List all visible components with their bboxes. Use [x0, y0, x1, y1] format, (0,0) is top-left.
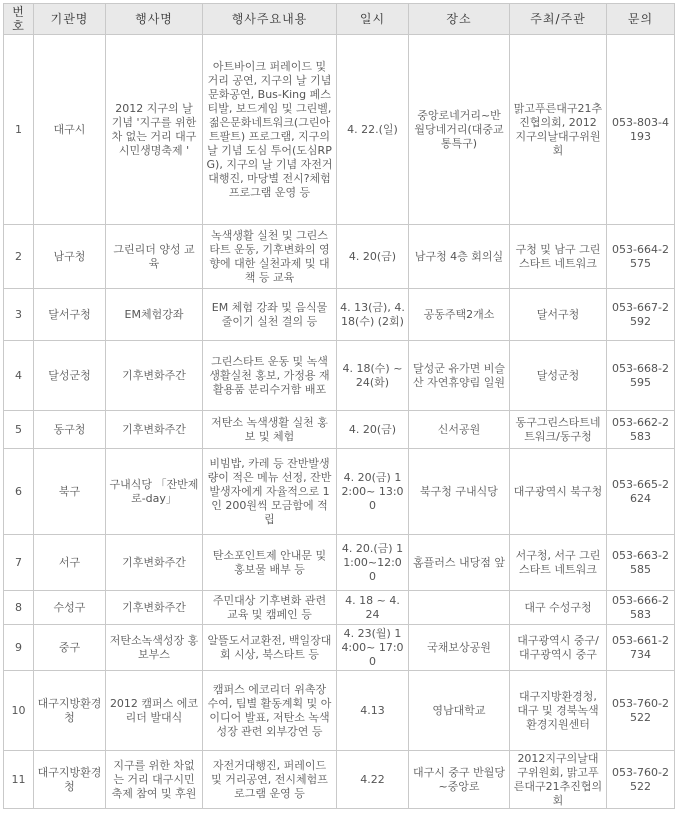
event-content-cell: 저탄소 녹색생활 실천 홍보 및 체험 — [203, 411, 337, 449]
header-contact: 문의 — [607, 4, 675, 35]
contact-cell: 053-760-2522 — [607, 751, 675, 809]
header-no: 번호 — [4, 4, 34, 35]
agency-cell: 동구청 — [34, 411, 106, 449]
agency-cell: 대구시 — [34, 35, 106, 225]
host-cell: 구청 및 남구 그린스타트 네트워크 — [510, 225, 607, 289]
host-cell: 대구광역시 북구청 — [510, 449, 607, 535]
event-content-cell: 알뜰도서교환전, 백일장대회 시상, 북스타트 등 — [203, 625, 337, 671]
date-cell: 4. 18 ~ 4. 24 — [337, 591, 409, 625]
agency-cell: 대구지방환경청 — [34, 671, 106, 751]
agency-cell: 달성군청 — [34, 341, 106, 411]
host-cell: 맑고푸른대구21추진협의회, 2012 지구의날대구위원회 — [510, 35, 607, 225]
event-content-cell: EM 체험 강좌 및 음식물 줄이기 실천 결의 등 — [203, 289, 337, 341]
agency-cell: 중구 — [34, 625, 106, 671]
header-agency: 기관명 — [34, 4, 106, 35]
date-cell: 4. 23(월) 14:00~ 17:00 — [337, 625, 409, 671]
place-cell: 영남대학교 — [409, 671, 510, 751]
contact-cell: 053-664-2575 — [607, 225, 675, 289]
contact-cell: 053-667-2592 — [607, 289, 675, 341]
event-content-cell: 주민대상 기후변화 관련 교육 및 캠페인 등 — [203, 591, 337, 625]
table-row — [4, 341, 675, 411]
header-date: 일시 — [337, 4, 409, 35]
agency-cell: 대구지방환경청 — [34, 751, 106, 809]
table-row — [4, 289, 675, 341]
place-cell: 달성군 유가면 비슬산 자연휴양림 일원 — [409, 341, 510, 411]
contact-cell: 053-661-2734 — [607, 625, 675, 671]
agency-cell: 서구 — [34, 535, 106, 591]
date-cell: 4. 13(금), 4. 18(수) (2회) — [337, 289, 409, 341]
table-row — [4, 751, 675, 809]
host-cell: 동구그린스타트네트워크/동구청 — [510, 411, 607, 449]
host-cell: 대구 수성구청 — [510, 591, 607, 625]
place-cell: 대구시 중구 반월당~중앙로 — [409, 751, 510, 809]
contact-cell: 053-760-2522 — [607, 671, 675, 751]
place-cell: 중앙로네거리~반월당네거리(대중교통특구) — [409, 35, 510, 225]
event-name-cell: 2012 캠퍼스 에코리더 발대식 — [106, 671, 203, 751]
place-cell: 홈플러스 내당점 앞 — [409, 535, 510, 591]
table-row — [4, 449, 675, 535]
row-number: 6 — [4, 449, 34, 535]
agency-cell: 남구청 — [34, 225, 106, 289]
agency-cell: 달서구청 — [34, 289, 106, 341]
events-table — [3, 3, 675, 809]
place-cell: 북구청 구내식당 — [409, 449, 510, 535]
contact-cell: 053-666-2583 — [607, 591, 675, 625]
place-cell: 신서공원 — [409, 411, 510, 449]
place-cell: 공동주택2개소 — [409, 289, 510, 341]
table-row — [4, 225, 675, 289]
event-content-cell: 캠퍼스 에코리더 위촉장 수여, 팀별 활동계획 및 아이디어 발표, 저탄소 녹색성장 관련 외부강연 등 — [203, 671, 337, 751]
table-row — [4, 591, 675, 625]
row-number: 10 — [4, 671, 34, 751]
event-name-cell: 2012 지구의 날 기념 '지구를 위한 차 없는 거리 대구시민생명축제 ' — [106, 35, 203, 225]
header-host: 주최/주관 — [510, 4, 607, 35]
table-row — [4, 625, 675, 671]
date-cell: 4. 20(금) 12:00~ 13:00 — [337, 449, 409, 535]
date-cell: 4.13 — [337, 671, 409, 751]
date-cell: 4. 20(금) — [337, 411, 409, 449]
event-name-cell: 지구를 위한 차없는 거리 대구시민축제 참여 및 후원 — [106, 751, 203, 809]
place-cell: 국채보상공원 — [409, 625, 510, 671]
host-cell: 서구청, 서구 그린스타트 네트워크 — [510, 535, 607, 591]
header-event: 행사명 — [106, 4, 203, 35]
row-number: 7 — [4, 535, 34, 591]
date-cell: 4. 18(수) ~24(화) — [337, 341, 409, 411]
header-row — [4, 4, 675, 35]
event-content-cell: 자전거대행진, 퍼레이드 및 거리공연, 전시체험프로그램 운영 등 — [203, 751, 337, 809]
place-cell: 남구청 4층 회의실 — [409, 225, 510, 289]
row-number: 2 — [4, 225, 34, 289]
date-cell: 4. 22.(일) — [337, 35, 409, 225]
event-content-cell: 녹색생활 실천 및 그린스타트 운동, 기후변화의 영향에 대한 실천과제 및 대책 등 교육 — [203, 225, 337, 289]
contact-cell: 053-803-4193 — [607, 35, 675, 225]
place-cell — [409, 591, 510, 625]
event-content-cell: 비빔밥, 카레 등 잔반발생량이 적은 메뉴 선정, 잔반 발생자에게 자율적으로 1인 200원씩 모금함에 적립 — [203, 449, 337, 535]
event-name-cell: EM체험강좌 — [106, 289, 203, 341]
event-name-cell: 그린리더 양성 교육 — [106, 225, 203, 289]
table-row — [4, 671, 675, 751]
host-cell: 2012지구의날대구위원회, 맑고푸른대구21추진협의회 — [510, 751, 607, 809]
contact-cell: 053-663-2585 — [607, 535, 675, 591]
contact-cell: 053-668-2595 — [607, 341, 675, 411]
event-name-cell: 구내식당 「잔반제로-day」 — [106, 449, 203, 535]
row-number: 5 — [4, 411, 34, 449]
host-cell: 대구광역시 중구/대구광역시 중구 — [510, 625, 607, 671]
table-row — [4, 411, 675, 449]
event-content-cell: 탄소포인트제 안내문 및 홍보물 배부 등 — [203, 535, 337, 591]
date-cell: 4. 20.(금) 11:00~12:00 — [337, 535, 409, 591]
table-row — [4, 35, 675, 225]
contact-cell: 053-662-2583 — [607, 411, 675, 449]
event-content-cell: 그린스타트 운동 및 녹색생활실천 홍보, 가정용 재활용품 분리수거함 배포 — [203, 341, 337, 411]
agency-cell: 북구 — [34, 449, 106, 535]
row-number: 4 — [4, 341, 34, 411]
header-place: 장소 — [409, 4, 510, 35]
event-content-cell: 아트바이크 퍼레이드 및 거리 공연, 지구의 날 기념 문화공연, Bus-King 페스티발, 보드게임 및 그린벨, 젊은문화네트워크(그린아트팔트) 프로그램, 지구의 날 기념 도심 투어(도심RPG), 지구의 날 기념 자전거 대행진, 마당별 전시?체험 프로그램 운영 등 — [203, 35, 337, 225]
event-name-cell: 기후변화주간 — [106, 341, 203, 411]
event-name-cell: 기후변화주간 — [106, 411, 203, 449]
host-cell: 달성군청 — [510, 341, 607, 411]
host-cell: 대구지방환경청, 대구 및 경북녹색환경지원센터 — [510, 671, 607, 751]
row-number: 9 — [4, 625, 34, 671]
host-cell: 달서구청 — [510, 289, 607, 341]
contact-cell: 053-665-2624 — [607, 449, 675, 535]
date-cell: 4.22 — [337, 751, 409, 809]
row-number: 8 — [4, 591, 34, 625]
event-name-cell: 저탄소녹색성장 홍보부스 — [106, 625, 203, 671]
table-row — [4, 535, 675, 591]
event-name-cell: 기후변화주간 — [106, 591, 203, 625]
row-number: 11 — [4, 751, 34, 809]
header-content: 행사주요내용 — [203, 4, 337, 35]
row-number: 1 — [4, 35, 34, 225]
row-number: 3 — [4, 289, 34, 341]
date-cell: 4. 20(금) — [337, 225, 409, 289]
agency-cell: 수성구 — [34, 591, 106, 625]
event-name-cell: 기후변화주간 — [106, 535, 203, 591]
